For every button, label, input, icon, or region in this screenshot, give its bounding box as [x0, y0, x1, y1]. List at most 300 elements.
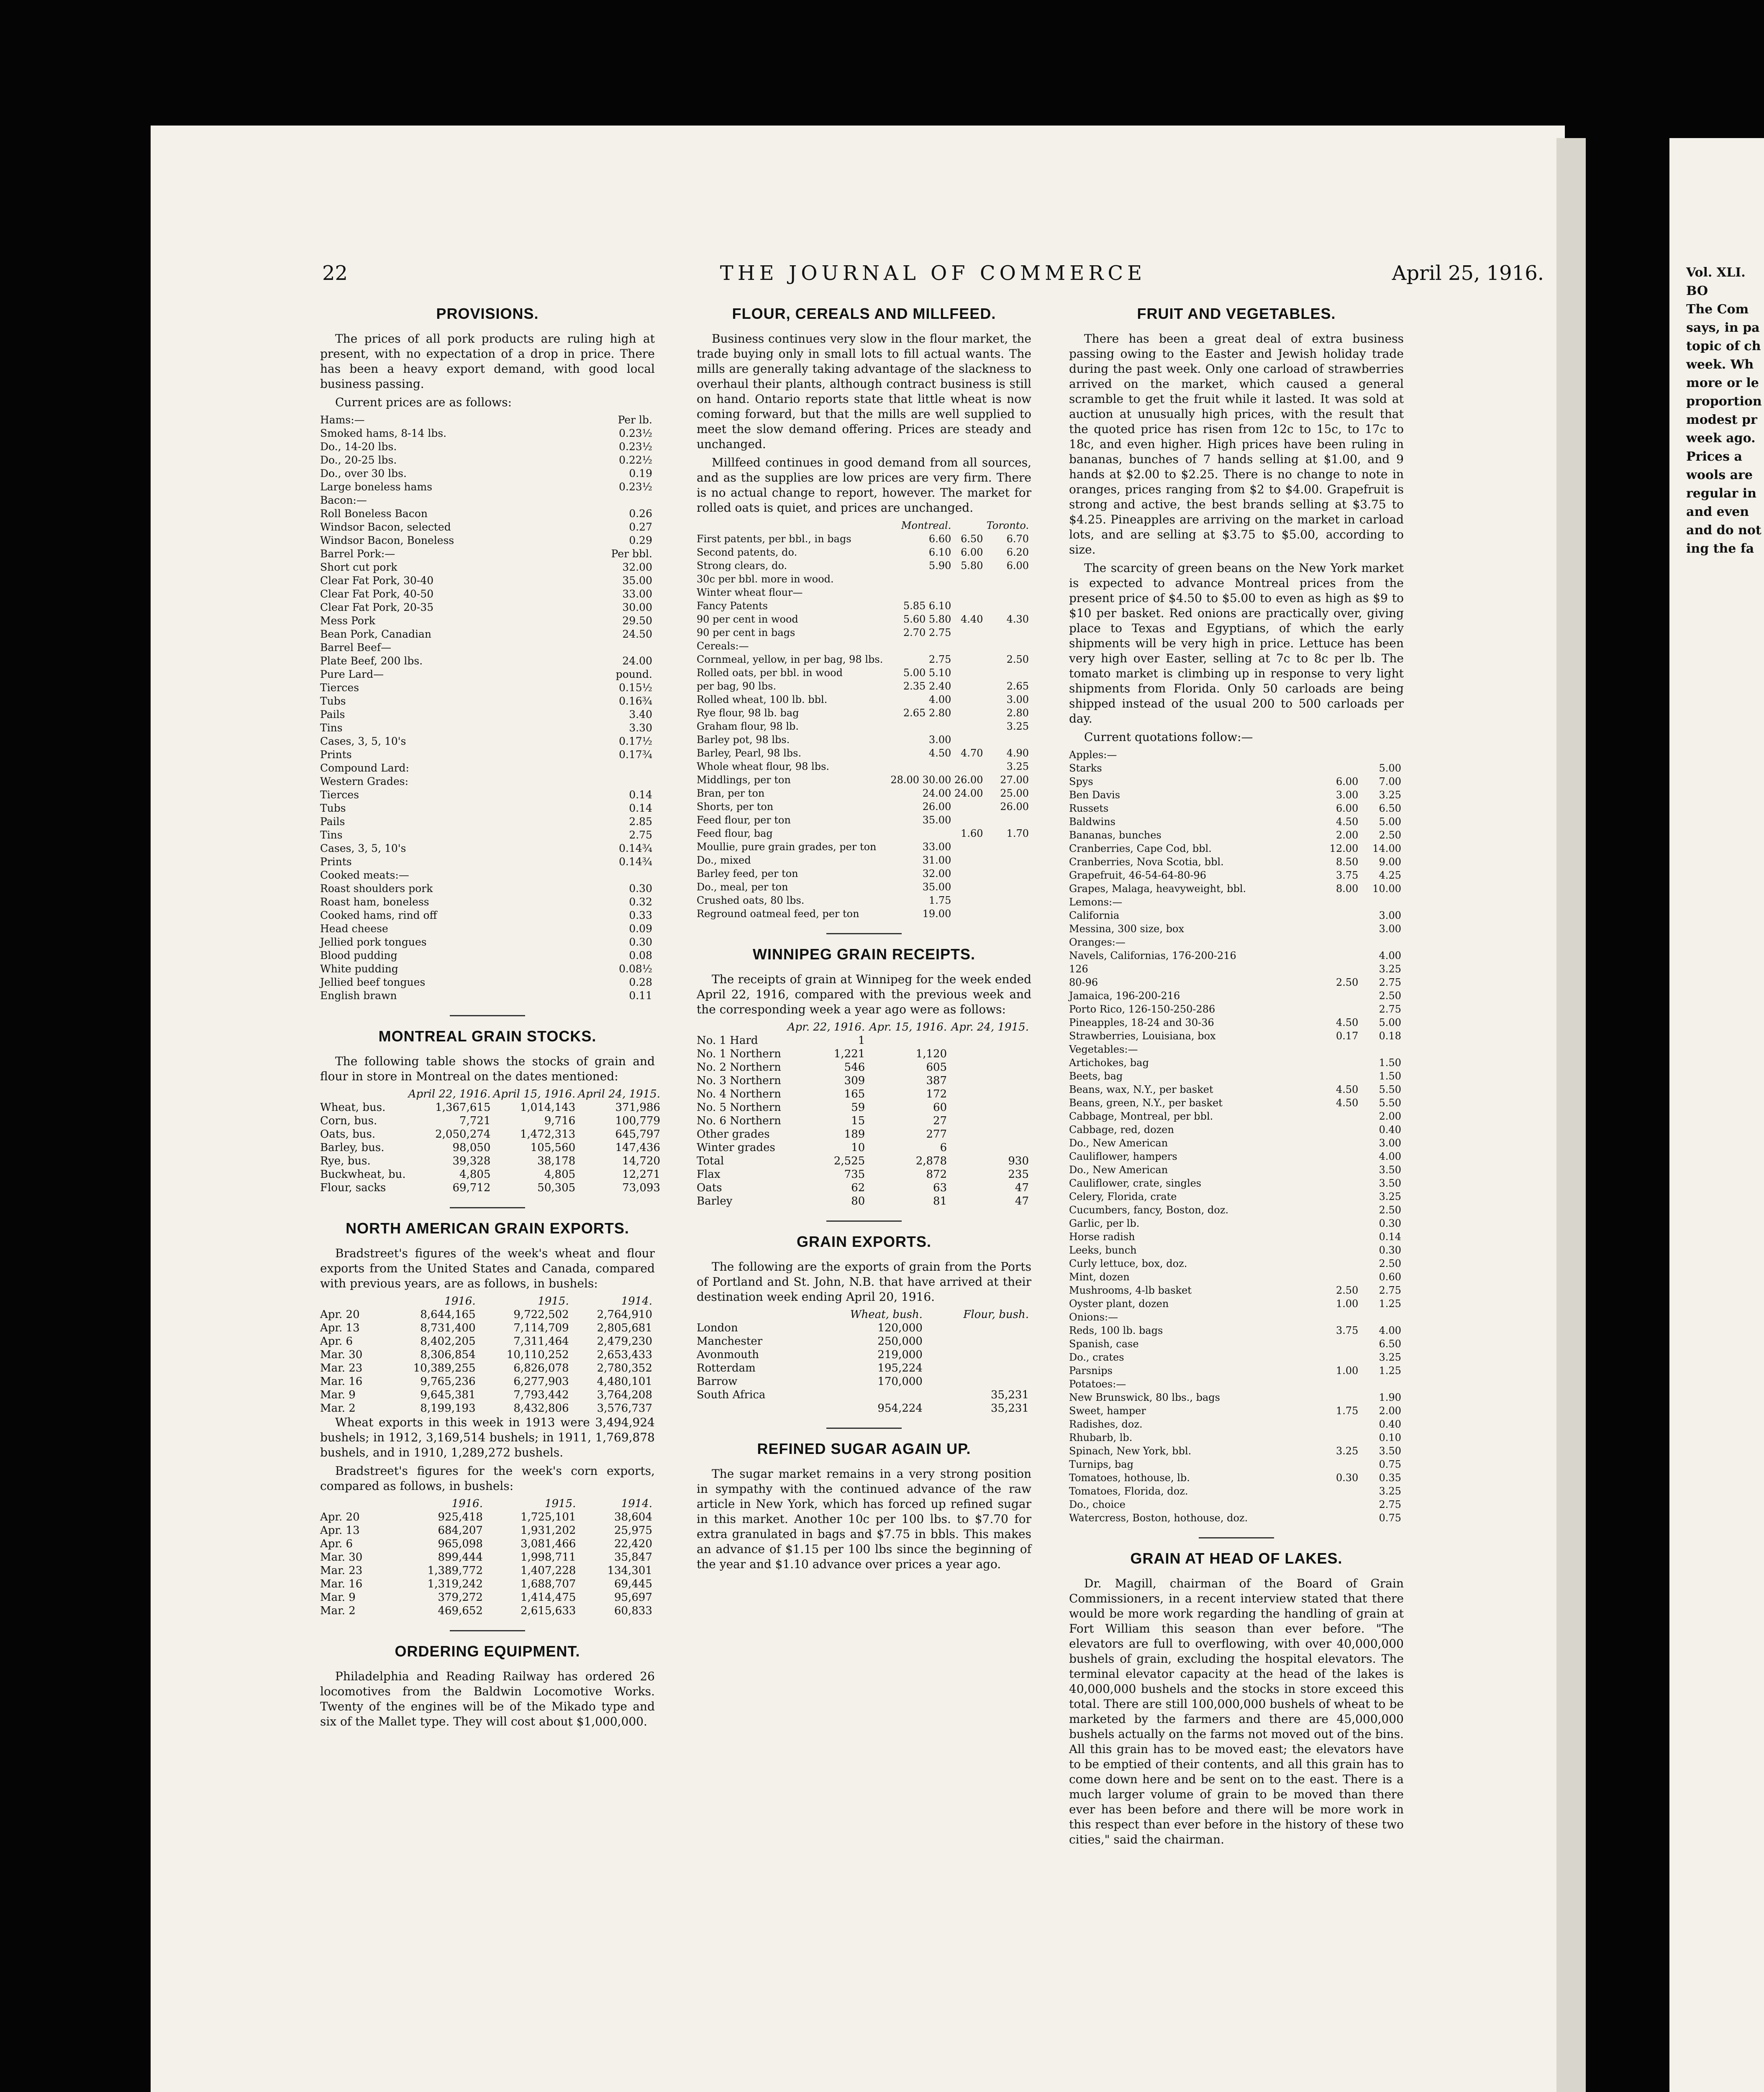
row-value: 1,221 [833, 1048, 865, 1060]
row-label: Shorts, per ton [697, 801, 774, 813]
row-value: 170,000 [877, 1375, 923, 1388]
row-label: Prints [320, 856, 352, 868]
row-value: 0.16¾ [619, 695, 652, 707]
row-label: Pails [320, 708, 345, 720]
row-value: 2.85 [629, 815, 652, 828]
row-label: Russets [1069, 802, 1109, 814]
column-3 [1069, 301, 1404, 1851]
row-value: 7,793,442 [513, 1389, 569, 1401]
row-label: Manchester [697, 1335, 763, 1348]
table-row [320, 454, 655, 467]
row-value: 1,688,707 [520, 1578, 576, 1590]
row-value: 0.75 [1379, 1459, 1401, 1470]
row-value: 0.30 [1379, 1218, 1401, 1229]
table-row [697, 1061, 1031, 1074]
row-value: 59 [851, 1101, 865, 1114]
row-value: 1.25 [1379, 1365, 1401, 1377]
table-row [697, 572, 1031, 586]
table-row [320, 788, 655, 802]
row-value: 10 [851, 1141, 865, 1154]
page-number: 22 [322, 262, 348, 285]
row-value: 5.50 [1379, 1097, 1401, 1109]
row-value: 15 [851, 1115, 865, 1127]
provisions-heading: PROVISIONS. [436, 305, 539, 322]
row-label: Turnips, bag [1069, 1459, 1134, 1470]
row-label: Radishes, doz. [1069, 1418, 1143, 1430]
na-exports-text2: Wheat exports in this week in 1913 were 3,494,924 bushels; in 1912, 3,169,514 bushels; in 1911, 1,769,878 bushels, and in 1910, 1,289,272 bushels. [320, 1415, 655, 1459]
row-label: Spys [1069, 776, 1093, 787]
row-label: Second patents, do. [697, 546, 797, 558]
row-value: 4.50 [1336, 1097, 1359, 1109]
row-value: 26.00 [954, 774, 983, 786]
row-value: 0.30 [629, 936, 652, 948]
table-row [697, 867, 1031, 880]
table-row [1069, 1471, 1404, 1484]
table-row [697, 586, 1031, 599]
row-label: Barley feed, per ton [697, 868, 798, 879]
table-row [697, 1141, 1031, 1154]
row-label [697, 1308, 808, 1321]
row-value: 3.00 [1379, 910, 1401, 921]
adjacent-page-line: wools are [1686, 468, 1753, 482]
row-label: Total [697, 1155, 724, 1167]
row-value [1318, 1230, 1361, 1243]
row-label: Mess Pork [320, 615, 375, 627]
row-label: New Brunswick, 80 lbs., bags [1069, 1392, 1220, 1403]
row-value: 24.50 [622, 628, 652, 640]
row-value: 4,805 [459, 1168, 491, 1181]
grain-exports-heading: GRAIN EXPORTS. [796, 1233, 932, 1250]
column-2 [697, 301, 1031, 1575]
row-value: 2.75 [1379, 1499, 1401, 1510]
row-value [1318, 989, 1361, 1002]
na-exports-heading: NORTH AMERICAN GRAIN EXPORTS. [346, 1220, 629, 1237]
row-value: 0.33 [629, 909, 652, 921]
row-label: Pails [320, 815, 345, 828]
row-label: Pure Lard— [320, 668, 384, 680]
row-value [949, 1141, 1031, 1154]
row-label: Bean Pork, Canadian [320, 628, 432, 640]
table-row [1069, 1230, 1404, 1243]
row-value: 95,697 [614, 1591, 652, 1604]
row-value [1318, 1136, 1361, 1150]
row-value [889, 827, 954, 840]
adjacent-page-line: Vol. XLI. [1686, 265, 1746, 280]
adjacent-page-line: ing the fa [1686, 541, 1754, 556]
row-value [954, 880, 985, 894]
row-value: 3.25 [1379, 1485, 1401, 1497]
row-value [1361, 895, 1404, 909]
row-value: 277 [926, 1128, 947, 1141]
row-label: No. 6 Northern [697, 1115, 781, 1127]
row-value [986, 867, 1031, 880]
row-value [1361, 1310, 1404, 1324]
row-value: 7.00 [1379, 776, 1401, 787]
table-row [320, 949, 655, 962]
row-value: 9.00 [1379, 856, 1401, 868]
table-row [320, 1524, 655, 1537]
table-row [697, 1034, 1031, 1047]
row-value [1318, 1511, 1361, 1525]
row-label: Do., New American [1069, 1137, 1168, 1149]
adjacent-page-line: The Com [1686, 302, 1749, 317]
row-value: 0.17 [1336, 1030, 1359, 1042]
row-label: London [697, 1322, 738, 1334]
row-value: 8,731,400 [420, 1322, 476, 1334]
table-row [697, 693, 1031, 706]
adjacent-page-line: regular in [1686, 486, 1756, 501]
table-row [697, 1128, 1031, 1141]
row-label: Ben Davis [1069, 789, 1120, 801]
row-value: 0.60 [1379, 1271, 1401, 1283]
row-label: Tubs [320, 802, 346, 814]
row-value [954, 907, 985, 920]
row-value [1318, 895, 1361, 909]
row-value: 1.60 [961, 828, 983, 839]
row-value: 1.25 [1379, 1298, 1401, 1310]
table-row [320, 1348, 655, 1361]
table-row [697, 679, 1031, 693]
row-label: Clear Fat Pork, 20-35 [320, 601, 434, 613]
row-value [954, 572, 985, 586]
ordering-text: Philadelphia and Reading Railway has ordered 26 locomotives from the Baldwin Locomotive Works. Twenty of the engines will be of the Mikado type and six of the Mallet type. They will cost about $1,000,000. [320, 1669, 655, 1728]
row-value: 3.00 [1336, 789, 1359, 801]
row-value: 379,272 [438, 1591, 483, 1604]
table-row [320, 1551, 655, 1564]
fruit-text: There has been a great deal of extra business passing owing to the Easter and Jewish holiday trade during the past week. Only one carload of strawberries arrived on the market, which caused a general scramble to get the fruit while it lasted. It was sold at auction at unusually high prices, with the result that the quoted price has risen from 12c to 15c, to 17c to 18c, and even higher. High prices have been ruling in bananas, bunches of 7 hands selling at $1.00, and 9 hands at $2.00 to $2.25. There is no change to note in oranges, prices ranging from $2 to $4.00. Grapefruit is strong and active, the best brands selling at $3.75 to $4.25. Pineapples are arriving on the market in carload lots, and are selling at $3.75 to $5.00, according to size. [1069, 332, 1404, 556]
row-label: Strawberries, Louisiana, box [1069, 1030, 1216, 1042]
row-label: Barley pot, 98 lbs. [697, 734, 790, 746]
row-value [889, 572, 954, 586]
row-value: 147,436 [615, 1141, 661, 1154]
row-value: 35.00 [622, 574, 652, 587]
row-value [954, 586, 985, 599]
table-row [1069, 1029, 1404, 1043]
row-value: 47 [1015, 1182, 1029, 1194]
fruit-table [1069, 748, 1404, 1525]
row-value [925, 1321, 1031, 1335]
row-label: Middlings, per ton [697, 774, 791, 786]
fruit-intro: Current quotations follow:— [1084, 730, 1253, 744]
table-header-row [697, 1020, 1031, 1034]
row-value: 2.75 [629, 829, 652, 841]
row-value: 22,420 [614, 1538, 652, 1550]
row-value [954, 894, 985, 907]
row-value: 3.50 [1379, 1164, 1401, 1176]
row-value: 0.08½ [619, 963, 652, 975]
adjacent-page-line: says, in pa [1686, 320, 1760, 335]
row-value [986, 733, 1031, 746]
row-value [1318, 936, 1361, 949]
table-row [697, 1181, 1031, 1195]
table-row [1069, 1337, 1404, 1351]
table-row [320, 775, 655, 788]
row-label: Rye flour, 98 lb. bag [697, 707, 799, 719]
adjacent-page-line: and do not [1686, 523, 1761, 538]
table-row [320, 721, 655, 735]
row-value: 3.25 [1336, 1445, 1359, 1457]
na-exports-text3: Bradstreet's figures for the week's corn exports, compared as follows, in bushels: [320, 1464, 655, 1493]
table-row [320, 507, 655, 520]
row-label: Jellied pork tongues [320, 936, 427, 948]
page-header [322, 262, 1544, 291]
row-value: 4.50 [1336, 816, 1359, 828]
row-label: Do., 20-25 lbs. [320, 454, 397, 466]
row-value: 2,780,352 [597, 1362, 652, 1374]
row-label [697, 1020, 785, 1034]
row-value: 1,725,101 [520, 1511, 576, 1523]
row-value: 6.10 [928, 546, 951, 558]
table-row [697, 559, 1031, 572]
row-label: Buckwheat, bu. [320, 1168, 406, 1181]
row-value [1318, 1002, 1361, 1016]
table-row [320, 828, 655, 842]
provisions-table [320, 413, 655, 1002]
adjacent-page-line: and even [1686, 505, 1749, 519]
table-row [320, 668, 655, 681]
table-row [1069, 1203, 1404, 1217]
table-row [697, 1335, 1031, 1348]
row-value: 134,301 [607, 1564, 652, 1577]
adjacent-page-line: modest pr [1686, 413, 1757, 427]
table-row [320, 601, 655, 614]
row-value: 189 [844, 1128, 865, 1141]
row-value: 6.00 [1006, 560, 1029, 572]
row-value [1318, 1351, 1361, 1364]
row-value: 69,445 [614, 1578, 652, 1590]
table-header-row [697, 519, 1031, 532]
row-label: Blood pudding [320, 949, 397, 961]
row-label: Oranges:— [1069, 936, 1126, 948]
row-value: 1914. [621, 1497, 652, 1510]
table-row [1069, 1498, 1404, 1511]
row-value: 235 [1008, 1168, 1029, 1181]
table-row [697, 1195, 1031, 1208]
table-row [1069, 1069, 1404, 1083]
grain-exports-text: The following are the exports of grain from the Ports of Portland and St. John, N.B. that have arrived at their destination week ending April 20, 1916. [697, 1260, 1031, 1304]
row-value: 1.50 [1379, 1057, 1401, 1069]
row-value: 6.00 [1336, 802, 1359, 814]
row-label: Windsor Bacon, selected [320, 521, 451, 533]
row-label: Horse radish [1069, 1231, 1135, 1243]
table-row [697, 1375, 1031, 1388]
table-row [1069, 1257, 1404, 1270]
row-value: 4.25 [1379, 869, 1401, 881]
row-value [1318, 1123, 1361, 1136]
row-value [1318, 1217, 1361, 1230]
row-value: 9,765,236 [420, 1375, 476, 1388]
row-value [954, 867, 985, 880]
row-value [867, 1034, 949, 1047]
row-value: 1,998,711 [520, 1551, 576, 1564]
row-label: Compound Lard: [320, 762, 409, 774]
row-label: Oyster plant, dozen [1069, 1298, 1169, 1310]
table-row [320, 654, 655, 668]
row-value: 1,014,143 [520, 1101, 576, 1114]
row-label: Mar. 9 [320, 1389, 356, 1401]
row-label: Feed flour, per ton [697, 814, 791, 826]
table-row [1069, 895, 1404, 909]
winnipeg-heading: WINNIPEG GRAIN RECEIPTS. [752, 946, 976, 963]
row-value: 8,644,165 [420, 1308, 476, 1321]
row-label: Porto Rico, 126-150-250-286 [1069, 1003, 1215, 1015]
row-value: 0.23½ [619, 427, 652, 439]
table-row [320, 1361, 655, 1375]
row-label: Moullie, pure grain grades, per ton [697, 841, 877, 853]
row-label: Apr. 13 [320, 1322, 360, 1334]
row-value: 930 [1008, 1155, 1029, 1167]
table-row [1069, 1391, 1404, 1404]
row-value: 5.90 [928, 560, 951, 572]
table-row [1069, 748, 1404, 761]
row-value: 7,721 [459, 1115, 491, 1127]
row-value: 684,207 [438, 1524, 483, 1537]
row-value: 0.35 [1379, 1472, 1401, 1484]
row-value [889, 760, 954, 773]
row-label: California [1069, 910, 1120, 921]
row-label: Reground oatmeal feed, per ton [697, 908, 859, 920]
row-value: 0.14¾ [619, 842, 652, 854]
row-label: Barrel Pork:— [320, 548, 395, 560]
table-row [1069, 882, 1404, 895]
table-row [320, 1181, 663, 1195]
row-value [574, 761, 655, 775]
table-row [1069, 1096, 1404, 1110]
grain-stocks-heading: MONTREAL GRAIN STOCKS. [378, 1028, 597, 1045]
corn-exports-table [320, 1497, 655, 1618]
table-row [697, 1087, 1031, 1101]
row-value: 1.00 [1336, 1298, 1359, 1310]
row-label: Mar. 2 [320, 1605, 356, 1617]
row-label: Flax [697, 1168, 720, 1181]
row-label: Large boneless hams [320, 481, 433, 493]
row-value: 546 [844, 1061, 865, 1074]
row-value [1318, 1391, 1361, 1404]
row-label: Cooked meats:— [320, 869, 409, 881]
row-value: 19.00 [922, 908, 951, 920]
row-value: 1,407,228 [520, 1564, 576, 1577]
row-label: Reds, 100 lb. bags [1069, 1325, 1163, 1336]
row-value: 7,114,709 [513, 1322, 569, 1334]
row-value: 35,231 [991, 1402, 1029, 1415]
row-label: Wheat, bus. [320, 1101, 386, 1114]
row-value: 3.25 [1006, 720, 1029, 732]
row-label: South Africa [697, 1389, 766, 1401]
row-value: 1916. [444, 1295, 476, 1308]
row-value [954, 519, 985, 532]
row-value: 0.23½ [619, 441, 652, 453]
row-value [949, 1114, 1031, 1128]
row-value [1318, 1163, 1361, 1177]
table-row [320, 1537, 655, 1551]
row-label: Bacon:— [320, 494, 367, 506]
row-label: Strong clears, do. [697, 560, 787, 572]
row-value: 35.00 [922, 814, 951, 826]
row-value [1318, 1110, 1361, 1123]
table-row [320, 427, 655, 440]
row-value: 26.00 [922, 801, 951, 813]
row-label: Avonmouth [697, 1349, 759, 1361]
row-label: Winter wheat flour— [697, 587, 803, 598]
row-value: 3.30 [629, 722, 652, 734]
row-value: 954,224 [877, 1402, 923, 1415]
page-edge [1556, 138, 1586, 2092]
row-label: Mar. 23 [320, 1362, 363, 1374]
row-value: 6.50 [1379, 802, 1401, 814]
row-value [954, 653, 985, 666]
table-row [697, 773, 1031, 787]
table-row [1069, 775, 1404, 788]
table-row [697, 599, 1031, 613]
table-row [320, 1510, 655, 1524]
row-value: 3.25 [1379, 789, 1401, 801]
row-value: 0.30 [629, 882, 652, 895]
table-row [320, 1308, 655, 1321]
row-label: Windsor Bacon, Boneless [320, 534, 454, 546]
row-value: 63 [933, 1182, 947, 1194]
row-value: 3.25 [1379, 1351, 1401, 1363]
table-row [320, 440, 655, 454]
row-value: 3.25 [1379, 963, 1401, 975]
table-row [1069, 1083, 1404, 1096]
row-label: Spinach, New York, bbl. [1069, 1445, 1192, 1457]
row-label: Prints [320, 749, 352, 761]
row-value [1318, 748, 1361, 761]
row-value [986, 894, 1031, 907]
row-value: 27.00 [1000, 774, 1029, 786]
row-value [1318, 1270, 1361, 1284]
row-value [986, 840, 1031, 854]
row-label: No. 5 Northern [697, 1101, 781, 1114]
row-value: 8,306,854 [420, 1349, 476, 1361]
table-row [320, 1564, 655, 1577]
row-value: 12,271 [622, 1168, 661, 1181]
row-value [1318, 1484, 1361, 1498]
row-label: Do., 14-20 lbs. [320, 441, 397, 453]
row-label: Sweet, hamper [1069, 1405, 1146, 1417]
row-value: 25.00 [1000, 787, 1029, 799]
row-label [320, 1087, 408, 1101]
row-value: 965,098 [438, 1538, 483, 1550]
row-value: 4.00 [1379, 950, 1401, 961]
table-row [320, 735, 655, 748]
row-label: Messina, 300 size, box [1069, 923, 1184, 935]
table-row [320, 587, 655, 601]
row-label: Cases, 3, 5, 10's [320, 735, 406, 747]
row-value [986, 599, 1031, 613]
row-value [1318, 1056, 1361, 1069]
row-value: 5.00 [1379, 1017, 1401, 1028]
table-row [320, 1375, 655, 1388]
row-value: 3.75 [1336, 869, 1359, 881]
row-label: Tubs [320, 695, 346, 707]
table-row [1069, 815, 1404, 828]
row-value [1318, 1177, 1361, 1190]
row-value [986, 907, 1031, 920]
row-label: Apr. 20 [320, 1308, 360, 1321]
row-value: 6.50 [1379, 1338, 1401, 1350]
row-value [954, 854, 985, 867]
row-value: 9,716 [544, 1115, 576, 1127]
table-row [320, 520, 655, 534]
row-value: 1.90 [1379, 1392, 1401, 1403]
table-row [1069, 1217, 1404, 1230]
table-row [320, 869, 655, 882]
table-row [1069, 842, 1404, 855]
divider [1199, 1537, 1274, 1538]
row-value: 0.75 [1379, 1512, 1401, 1524]
row-label: Parsnips [1069, 1365, 1113, 1377]
